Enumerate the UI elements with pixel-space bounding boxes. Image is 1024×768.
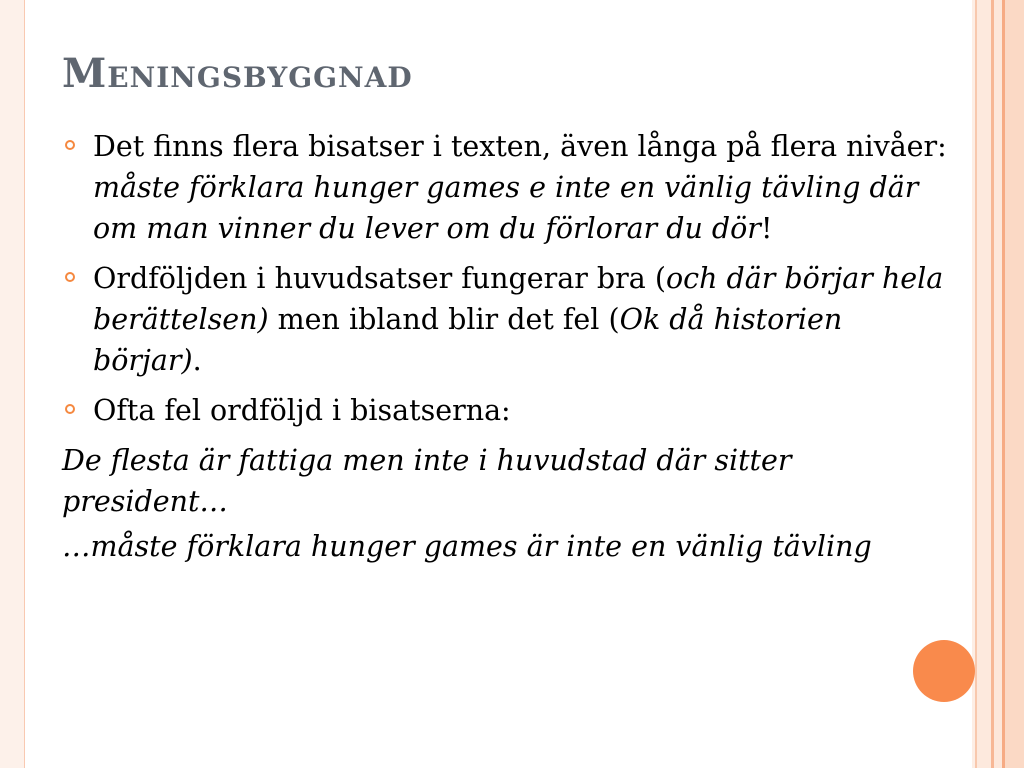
bullet-ring-icon — [65, 140, 75, 150]
left-border-strip — [0, 0, 24, 768]
example-sentence: De flesta är fattiga men inte i huvudstad där sitter president… — [62, 444, 792, 518]
bullet-text-part: Ofta fel ordföljd i bisatserna: — [93, 394, 511, 427]
bullet-ring-icon — [65, 272, 75, 282]
right-decorative-stripes — [972, 0, 1024, 768]
stripe — [1005, 0, 1024, 768]
orange-circle-decoration — [913, 640, 975, 702]
bullet-text-part: Ordföljden i huvudsatser fungerar bra ( — [93, 262, 666, 295]
stripe — [977, 0, 991, 768]
left-border-line — [24, 0, 25, 768]
bullet-ring-icon — [65, 404, 75, 414]
bullet-item — [62, 390, 952, 431]
bullet-text-part-italic: och där börjar hela berättelsen) — [93, 262, 944, 336]
slide-title: Meningsbyggnad — [62, 50, 413, 97]
bullet-text-part: men ibland blir det fel ( — [268, 303, 620, 336]
bullet-text-part: ! — [760, 212, 773, 245]
bullet-item — [62, 258, 952, 381]
bullet-text-part: . — [192, 344, 202, 377]
stripe — [994, 0, 1002, 768]
bullet-text-part: Det finns flera bisatser i texten, även långa på flera nivåer: — [93, 130, 947, 163]
slide-content — [62, 126, 952, 571]
bullet-item — [62, 126, 952, 249]
bullet-text-part-italic: måste förklara hunger games e inte en vänlig tävling där om man vinner du lever om du förlorar du dör — [93, 171, 919, 245]
bullet-text-part-italic: Ok då historien börjar) — [93, 303, 843, 377]
example-sentence: …måste förklara hunger games är inte en vänlig tävling — [62, 530, 872, 563]
